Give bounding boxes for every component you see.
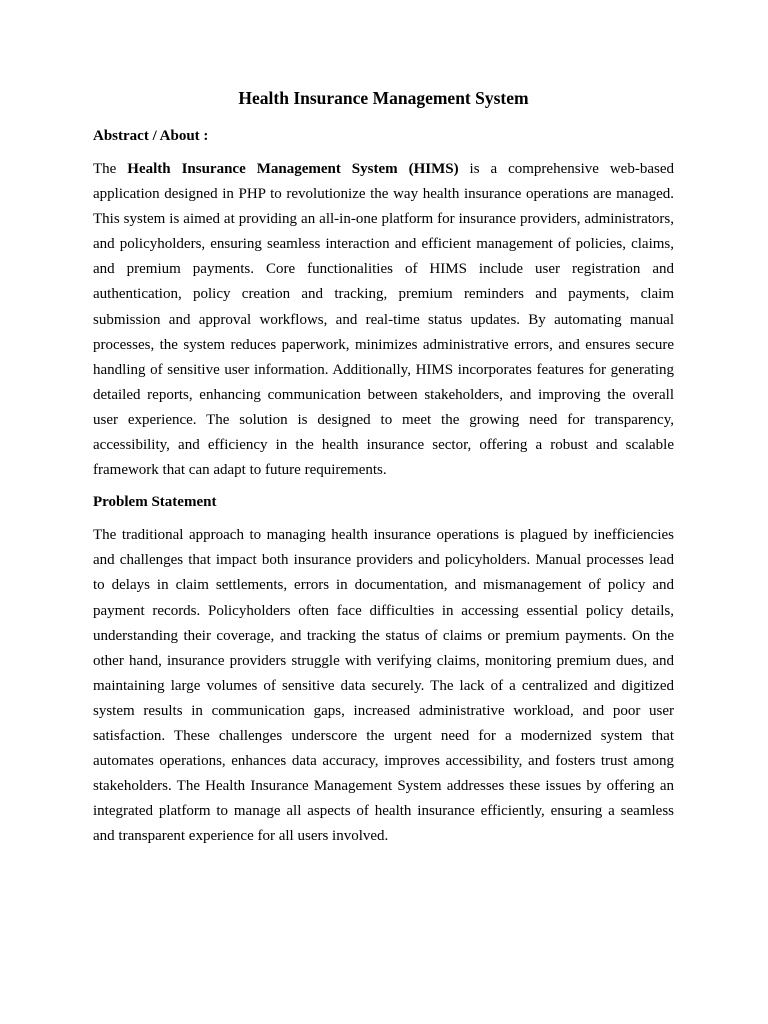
problem-statement-heading: Problem Statement xyxy=(93,494,217,511)
abstract-heading: Abstract / About : xyxy=(93,128,209,144)
problem-statement-paragraph: The traditional approach to managing health insurance operations is plagued by inefficiencies and challenges that impact both insurance providers and policyholders. Manual processes lead to delays in claim settlements, errors in documentation, and mismanagement of policy and payment records. Policyholders often face difficulties in accessing essential policy details, understanding their coverage, and tracking the status of claims or premium payments. On the other hand, insurance providers struggle with verifying claims, monitoring premium dues, and maintaining large volumes of sensitive data securely. The lack of a centralized and digitized system results in communication gaps, increased administrative workload, and poor user satisfaction. These challenges underscore the urgent need for a modernized system that automates operations, enhances data accuracy, improves accessibility, and fosters trust among stakeholders. The Health Insurance Management System addresses these issues by offering an integrated platform to manage all aspects of health insurance efficiently, ensuring a seamless and transparent experience for all users involved. xyxy=(93,527,674,845)
system-name-bold: Health Insurance Management System (HIMS) xyxy=(127,161,459,177)
document-title: Health Insurance Management System xyxy=(238,88,529,108)
abstract-paragraph xyxy=(93,157,674,483)
abstract-body: is a comprehensive web-based application designed in PHP to revolutionize the way health insurance operations are managed. This system is aimed at providing an all-in-one platform for insurance providers, administrators, and policyholders, ensuring seamless interaction and efficient management of policies, claims, and premium payments. Core functionalities of HIMS include user registration and authentication, policy creation and tracking, premium reminders and payments, claim submission and approval workflows, and real-time status updates. By automating manual processes, the system reduces paperwork, minimizes administrative errors, and ensures secure handling of sensitive user information. Additionally, HIMS incorporates features for generating detailed reports, enhancing communication between stakeholders, and improving the overall user experience. The solution is designed to meet the growing need for transparency, accessibility, and efficiency in the health insurance sector, offering a robust and scalable framework that can adapt to future requirements. xyxy=(93,161,674,479)
document-page xyxy=(93,86,674,858)
abstract-lead: The xyxy=(93,161,128,177)
